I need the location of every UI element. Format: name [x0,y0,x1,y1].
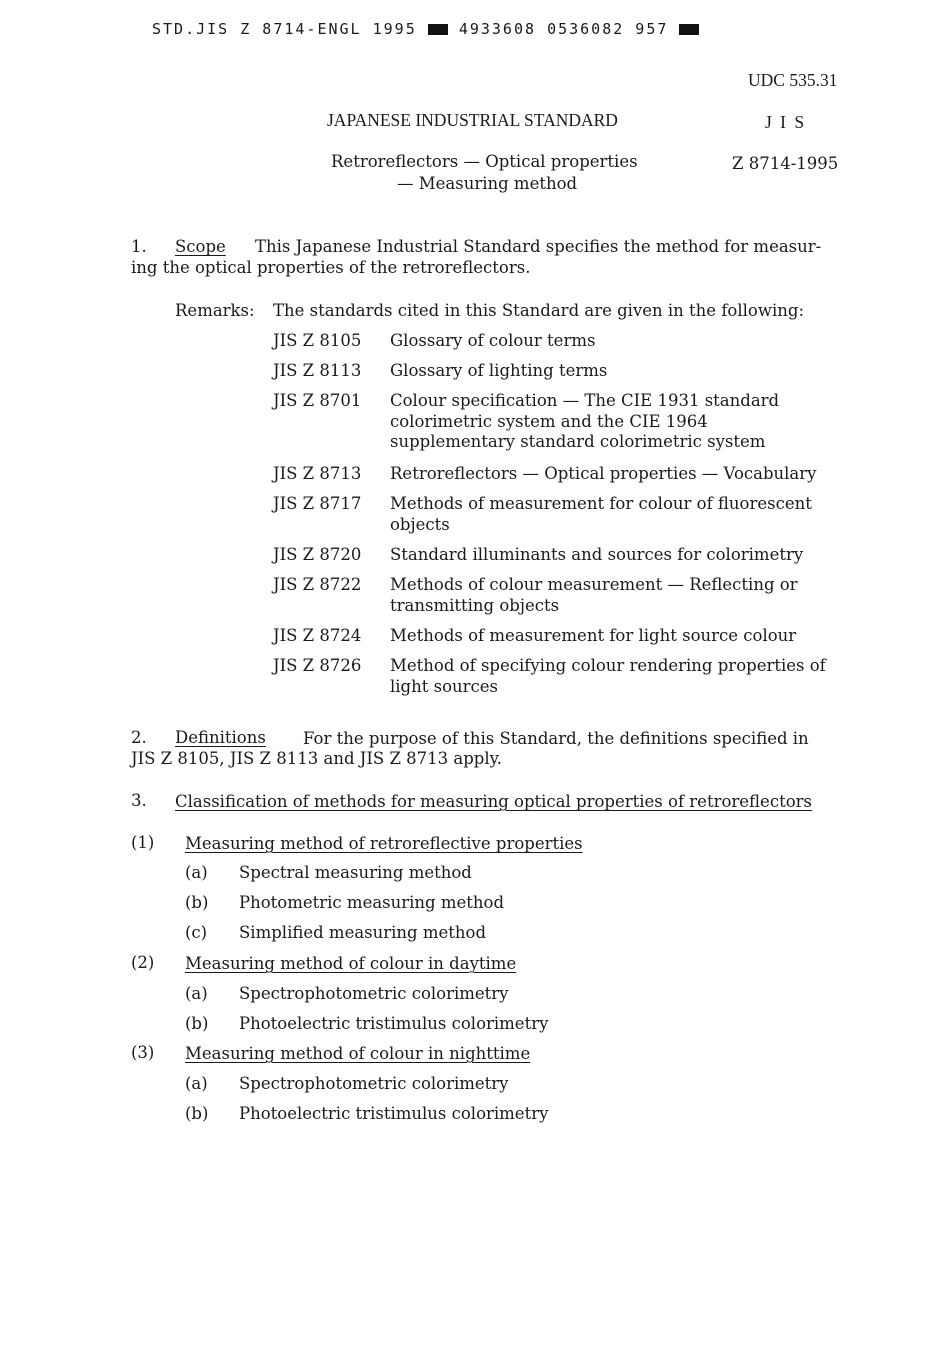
remark-code: JIS Z 8724 [273,626,362,645]
item-text: Simplified measuring method [239,923,487,942]
section-2-heading: Definitions [175,728,266,747]
standard-organization: JAPANESE INDUSTRIAL STANDARD [327,110,618,130]
standard-number: Z 8714-1995 [732,154,839,173]
item-number: (c) [185,923,208,942]
item-text: Spectrophotometric colorimetry [239,984,509,1003]
jis-mark: J I S [765,112,807,132]
section-1-text-line-2: ing the optical properties of the retroreflectors. [131,258,531,277]
remark-code: JIS Z 8717 [273,494,362,513]
title-line-2: — Measuring method [397,174,578,193]
remark-code: JIS Z 8113 [273,361,362,380]
remark-title: Method of specifying colour rendering properties of light sources [390,656,826,696]
stamp-code: STD.JIS Z 8714-ENGL 1995 [152,20,417,38]
remark-code: JIS Z 8701 [273,391,362,410]
remark-title: Standard illuminants and sources for colorimetry [390,545,804,564]
section-1-text-line-1: This Japanese Industrial Standard specifies the method for measur- [255,237,822,256]
remark-code: JIS Z 8713 [273,464,362,483]
section-2-text-line-1: For the purpose of this Standard, the definitions specified in [303,729,809,748]
item-text: Photometric measuring method [239,893,505,912]
section-2-text-line-2: JIS Z 8105, JIS Z 8113 and JIS Z 8713 apply. [131,749,503,768]
remarks-intro: The standards cited in this Standard are given in the following: [273,301,804,320]
group-number: (2) [131,953,155,972]
remark-code: JIS Z 8720 [273,545,362,564]
stamp-number-2: 0536082 957 [547,20,669,38]
section-1-number: 1. [131,237,147,256]
group-number: (3) [131,1043,155,1062]
title-line-1: Retroreflectors — Optical properties [331,152,638,171]
group-heading: Measuring method of colour in daytime [185,954,517,973]
section-1-heading: Scope [175,237,226,256]
document-stamp [152,20,699,39]
remark-title: Methods of colour measurement — Reflecting or transmitting objects [390,575,798,615]
remarks-label: Remarks: [175,301,255,320]
section-3-heading: Classification of methods for measuring optical properties of retroreflectors [175,792,812,811]
remark-code: JIS Z 8726 [273,656,362,675]
item-text: Spectral measuring method [239,863,472,882]
stamp-bar-2 [679,24,699,35]
remark-title: Glossary of colour terms [390,331,596,350]
item-number: (b) [185,1104,209,1123]
item-number: (a) [185,863,208,882]
item-number: (b) [185,893,209,912]
group-number: (1) [131,833,155,852]
remark-code: JIS Z 8722 [273,575,362,594]
section-2-number: 2. [131,728,147,747]
remark-title: Retroreflectors — Optical properties — Vocabulary [390,464,817,483]
section-3-number: 3. [131,791,147,810]
stamp-number-1: 4933608 [458,20,537,38]
item-text: Photoelectric tristimulus colorimetry [239,1104,549,1123]
stamp-bar-1 [428,24,448,35]
remark-title: Methods of measurement for light source colour [390,626,797,645]
remark-title: Methods of measurement for colour of fluorescent objects [390,494,812,534]
item-text: Photoelectric tristimulus colorimetry [239,1014,549,1033]
remark-title: Colour specification — The CIE 1931 standard colorimetric system and the CIE 1964 supplementary standard colorimetric system [390,391,780,452]
item-number: (b) [185,1014,209,1033]
item-number: (a) [185,984,208,1003]
remark-code: JIS Z 8105 [273,331,362,350]
remark-title: Glossary of lighting terms [390,361,608,380]
group-heading: Measuring method of retroreflective properties [185,834,583,853]
group-heading: Measuring method of colour in nighttime [185,1044,531,1063]
item-number: (a) [185,1074,208,1093]
udc-number: UDC 535.31 [748,70,838,90]
item-text: Spectrophotometric colorimetry [239,1074,509,1093]
